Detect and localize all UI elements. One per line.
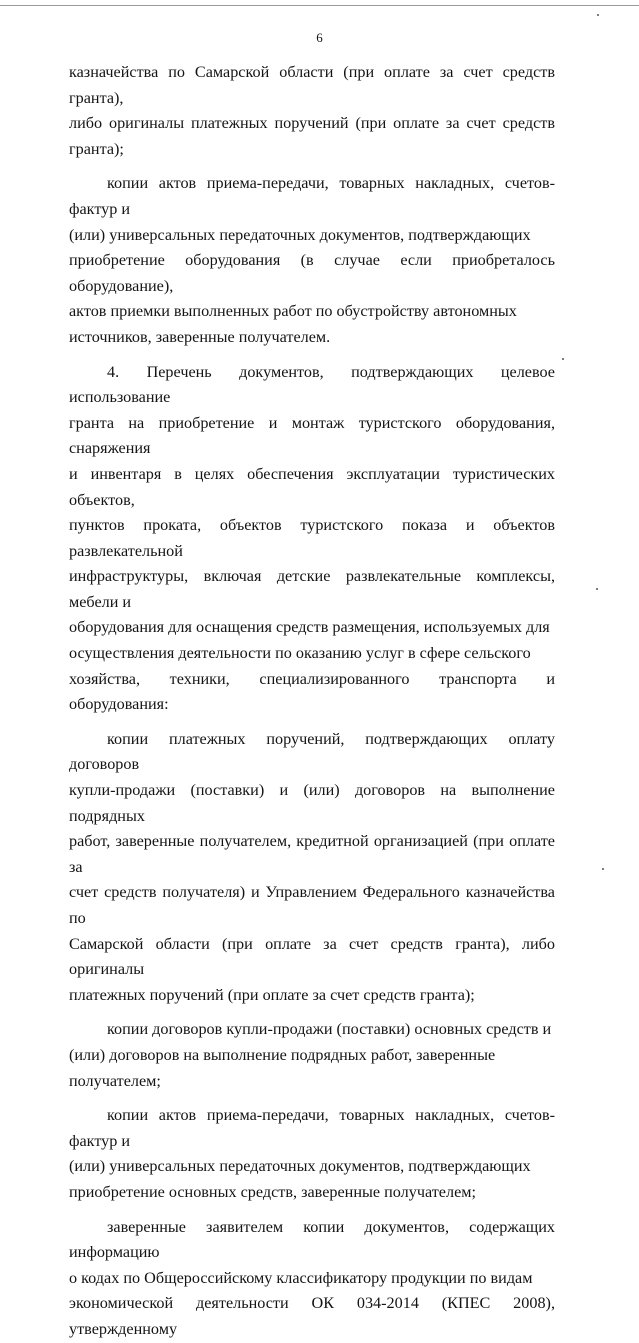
paragraph-acts-fixed-assets: копии актов приема-передачи, товарных накладных, счетов-фактур и (или) универсальных передаточных документов, подтверждающих приобретение основных средств, заверенные получателем; [69, 1106, 555, 1201]
page-number: 6 [316, 30, 323, 45]
document-body [69, 60, 555, 1343]
paragraph-classifier-documents: заверенные заявителем копии документов, содержащих информацию о кодах по Общероссийскому классификатору продукции по видам экономической деятельности ОК 034-2014 (КПЕС 2008), утвержденному [69, 1217, 555, 1338]
scan-speck [596, 588, 598, 590]
scan-speck [597, 14, 599, 16]
paragraph-payment-orders: копии платежных поручений, подтверждающих оплату договоров купли-продажи (поставки) и (или) договоров на выполнение подрядных работ, заверенные получателем, кредитной организацией (при оплате за счет средств получателя) и Управлением Федерального казначейства по Самарской области (при оплате за счет средств гранта), либо оригиналы платежных поручений (при оплате за счет средств гранта); [69, 729, 555, 1004]
paragraph-contracts: копии договоров купли-продажи (поставки) основных средств и (или) договоров на выполнение подрядных работ, заверенные получателем; [69, 1020, 552, 1090]
paragraph-acts-equipment: копии актов приема-передачи, товарных накладных, счетов-фактур и (или) универсальных передаточных документов, подтверждающих приобретение оборудования (в случае если приобреталось оборудование), актов приемки выполненных работ по обустройству автономных источников, заверенные получателем. [69, 174, 555, 346]
scan-speck [602, 868, 604, 870]
scan-speck [562, 358, 564, 360]
scan-top-edge [0, 5, 639, 6]
paragraph-continuation: казначейства по Самарской области (при оплате за счет средств гранта), либо оригиналы платежных поручений (при оплате за счет средств гранта); [69, 63, 555, 158]
paragraph-section-4: 4. Перечень документов, подтверждающих целевое использование гранта на приобретение и монтаж туристского оборудования, снаряжения и инвентаря в целях обеспечения эксплуатации туристических объектов, пунктов проката, объектов туристского показа и объектов развлекательной инфраструктуры, включая детские развлекательные комплексы, мебели и оборудования для оснащения средств размещения, используемых для осуществления деятельности по оказанию услуг в сфере сельского хозяйства, техники, специализированного транспорта и оборудования: [69, 362, 555, 714]
